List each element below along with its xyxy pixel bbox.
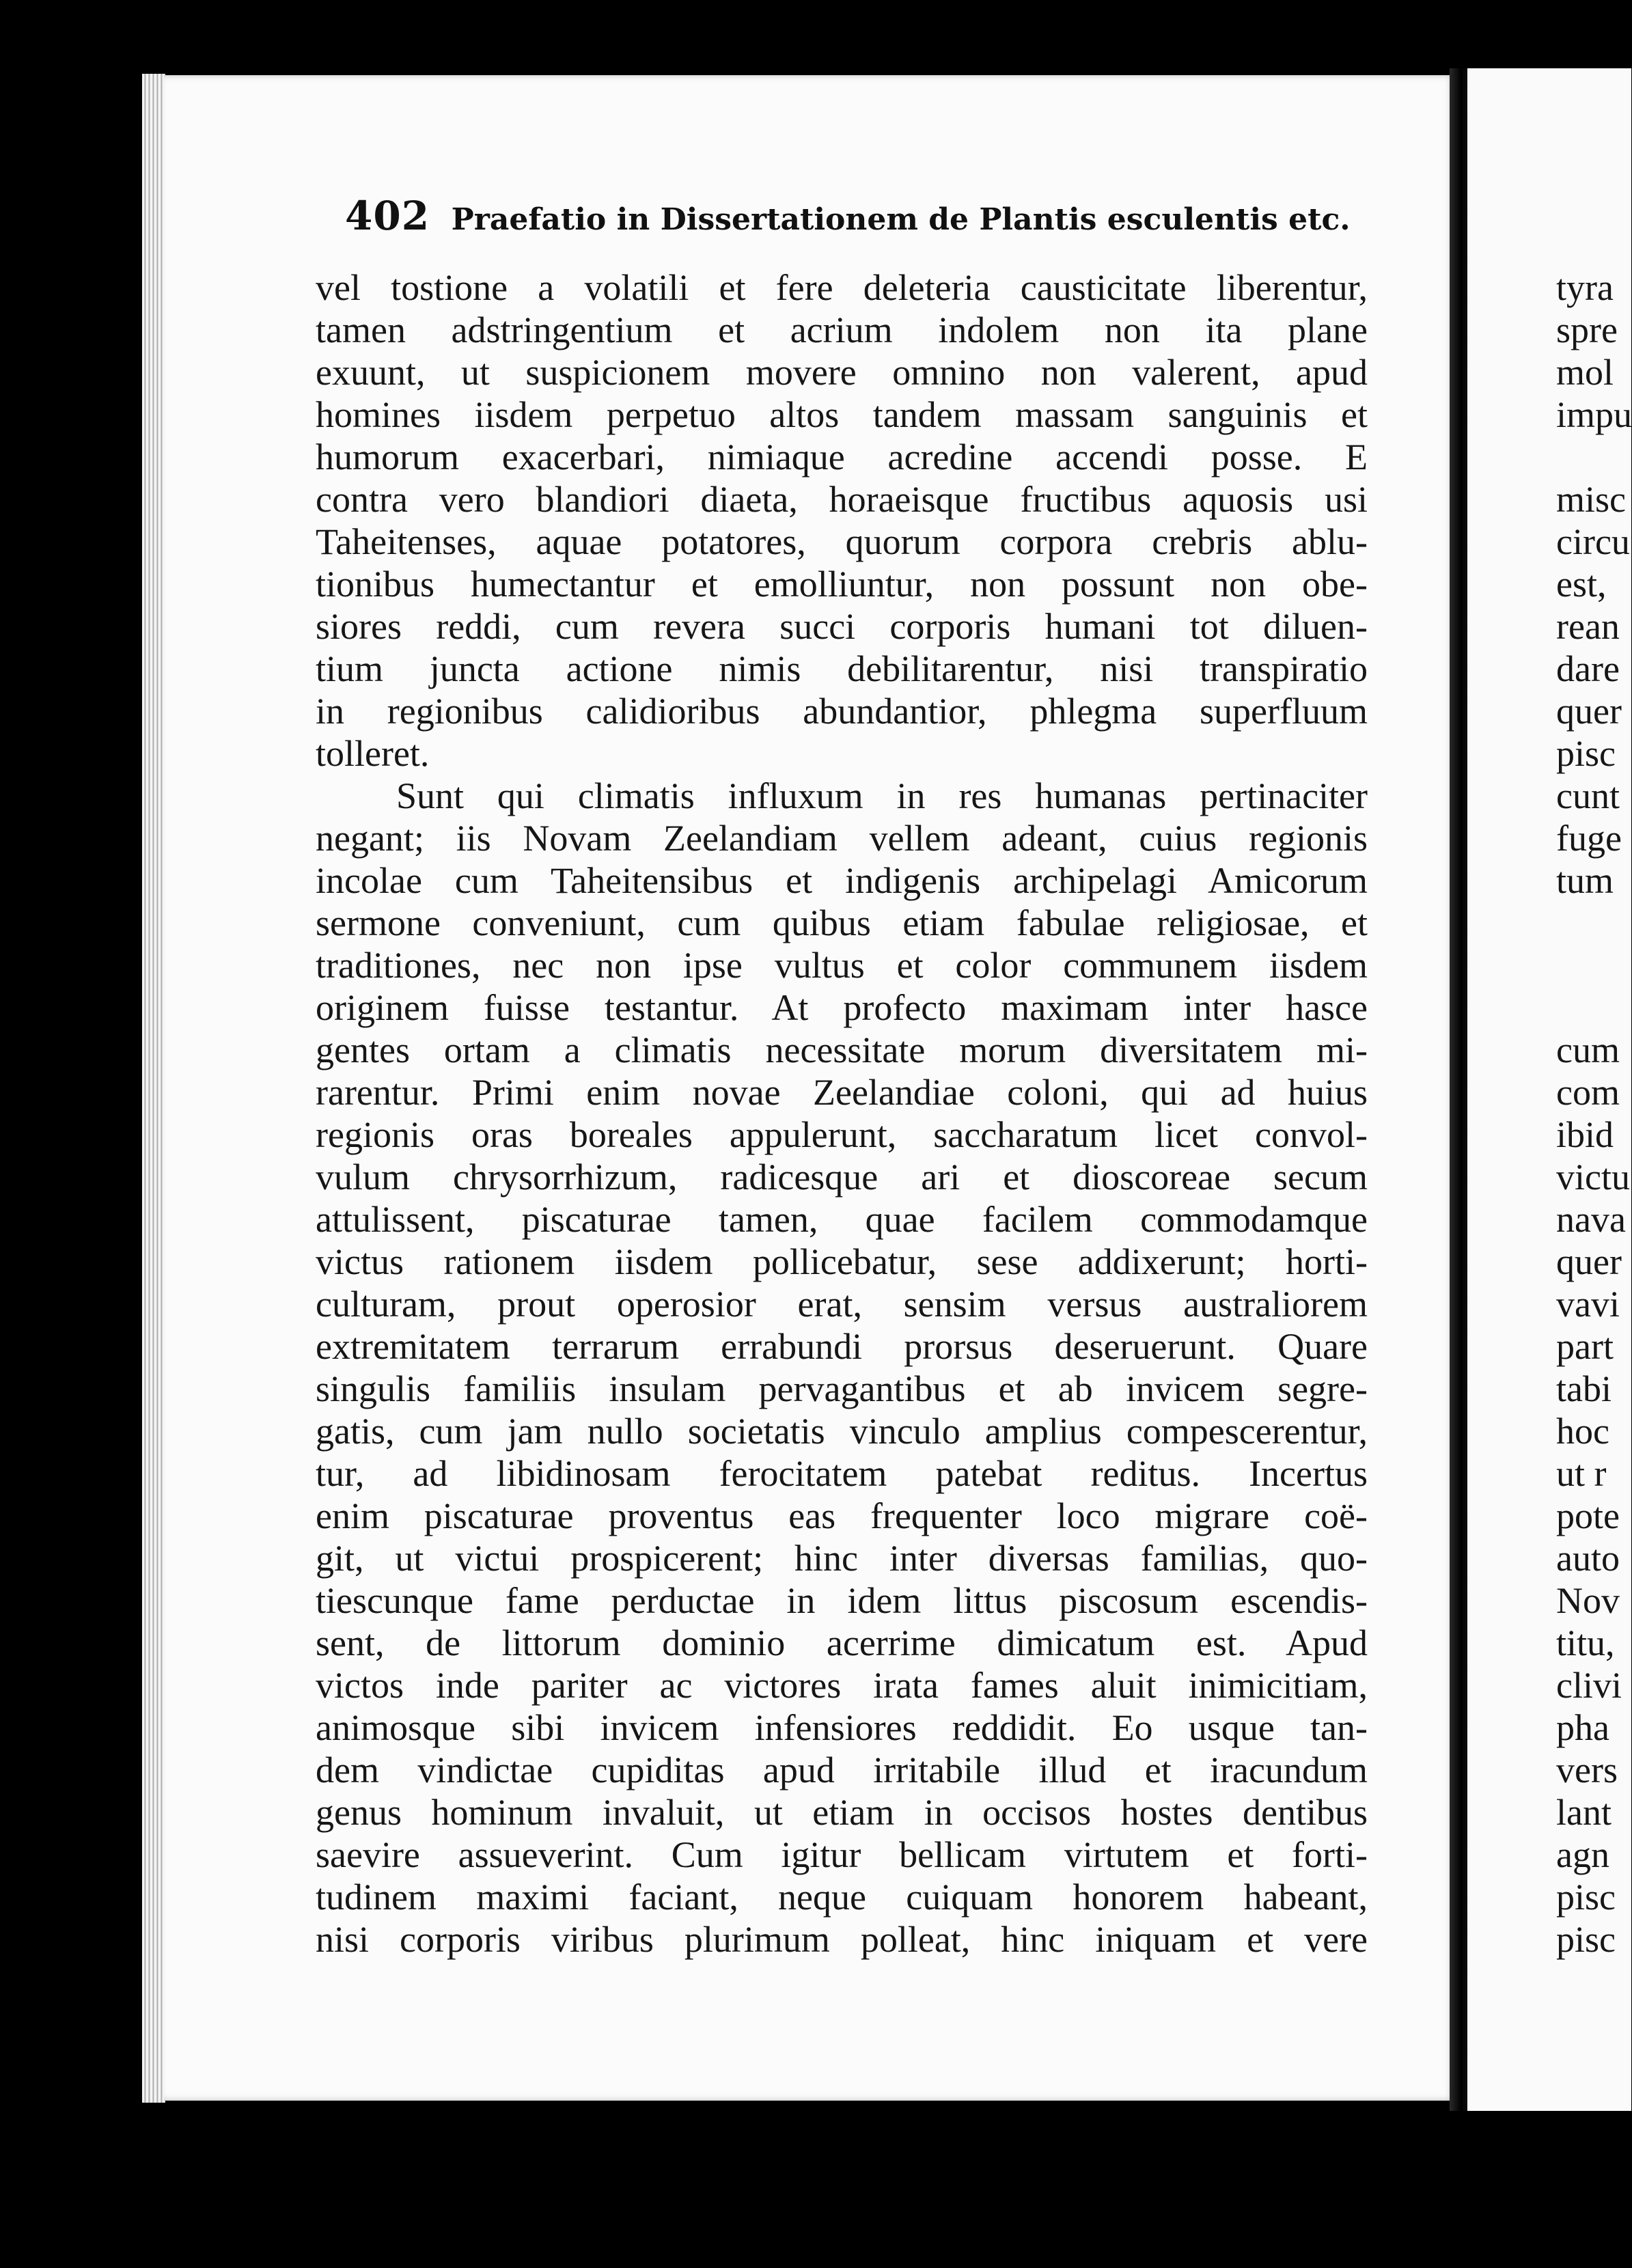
text-line: sent, de littorum dominio acerrime dimicatum est. Apud [316, 1622, 1368, 1663]
text-line: homines iisdem perpetuo altos tandem massam sanguinis et [316, 394, 1368, 435]
text-line: vel tostione a volatili et fere deleteria causticitate liberentur, [316, 267, 1368, 308]
facing-text-line: quer [1556, 1241, 1622, 1282]
text-line: animosque sibi invicem infensiores reddidit. Eo usque tan- [316, 1707, 1368, 1748]
facing-text-line: mol [1556, 352, 1614, 393]
facing-text-line: pisc [1556, 1877, 1616, 1918]
text-line: gatis, cum jam nullo societatis vinculo amplius compescerentur, [316, 1411, 1368, 1452]
facing-text-line: pisc [1556, 733, 1616, 774]
facing-text-line: tum [1556, 860, 1614, 901]
facing-text-line: cunt [1556, 775, 1620, 816]
text-line: nisi corporis viribus plurimum polleat, hinc iniquam et vere [316, 1919, 1368, 1960]
text-line: traditiones, nec non ipse vultus et color communem iisdem [316, 945, 1368, 986]
facing-text-line: vavi [1556, 1284, 1620, 1325]
text-line: siores reddi, cum revera succi corporis humani tot diluen- [316, 606, 1368, 647]
page-header [345, 193, 1351, 239]
text-line: enim piscaturae proventus eas frequenter loco migrare coë- [316, 1495, 1368, 1536]
facing-text-line: tyra [1556, 267, 1614, 308]
text-line: rarentur. Primi enim novae Zeelandiae coloni, qui ad huius [316, 1072, 1368, 1113]
facing-text-line: Nov [1556, 1580, 1620, 1621]
facing-text-line: fuge [1556, 818, 1622, 859]
text-line: sermone conveniunt, cum quibus etiam fabulae religiosae, et [316, 902, 1368, 943]
page-edge-stack [142, 74, 165, 2103]
text-line: tur, ad libidinosam ferocitatem patebat reditus. Incertus [316, 1453, 1368, 1494]
facing-text-line: ut r [1556, 1453, 1607, 1494]
facing-text-line: hoc [1556, 1411, 1609, 1452]
facing-text-line: nava [1556, 1199, 1626, 1240]
text-line: vulum chrysorrhizum, radicesque ari et dioscoreae secum [316, 1157, 1368, 1198]
facing-text-line: est, [1556, 564, 1607, 605]
facing-text-line: vers [1556, 1750, 1618, 1790]
facing-text-line: tabi [1556, 1368, 1612, 1409]
facing-text-line: circu [1556, 521, 1630, 562]
text-line: extremitatem terrarum errabundi prorsus deseruerunt. Quare [316, 1326, 1368, 1367]
facing-text-line [1556, 436, 1632, 478]
text-line: tium juncta actione nimis debilitarentur, nisi transpiratio [316, 648, 1368, 689]
facing-text-line [1556, 944, 1632, 986]
facing-text-line: clivi [1556, 1665, 1622, 1706]
text-line: culturam, prout operosior erat, sensim versus australiorem [316, 1284, 1368, 1325]
text-line: in regionibus calidioribus abundantior, phlegma superfluum [316, 691, 1368, 732]
facing-text-line: titu, [1556, 1622, 1615, 1663]
body-text-block [316, 266, 1368, 1961]
facing-text-line: auto [1556, 1538, 1620, 1579]
text-line: negant; iis Novam Zeelandiam vellem adeant, cuius regionis [316, 818, 1368, 859]
text-line: tamen adstringentium et acrium indolem non ita plane [316, 309, 1368, 350]
facing-text-line: pha [1556, 1707, 1609, 1748]
facing-text-line [1556, 902, 1632, 944]
text-line: gentes ortam a climatis necessitate morum diversitatem mi- [316, 1029, 1368, 1070]
facing-text-line: com [1556, 1072, 1620, 1113]
page-number: 402 [345, 193, 430, 239]
text-line: attulissent, piscaturae tamen, quae facilem commodamque [316, 1199, 1368, 1240]
text-line: originem fuisse testantur. At profecto maximam inter hasce [316, 987, 1368, 1028]
text-line: genus hominum invaluit, ut etiam in occisos hostes dentibus [316, 1792, 1368, 1833]
text-line: tudinem maximi faciant, neque cuiquam honorem habeant, [316, 1877, 1368, 1918]
text-line: dem vindictae cupiditas apud irritabile illud et iracundum [316, 1750, 1368, 1790]
facing-text-line: part [1556, 1326, 1614, 1367]
facing-text-line: cum [1556, 1029, 1620, 1070]
book-gutter [1450, 68, 1469, 2111]
text-line: git, ut victui prospicerent; hinc inter diversas familias, quo- [316, 1538, 1368, 1579]
text-line: victos inde pariter ac victores irata fames aluit inimicitiam, [316, 1665, 1368, 1706]
text-line: regionis oras boreales appulerunt, saccharatum licet convol- [316, 1114, 1368, 1155]
text-line: tolleret. [316, 733, 430, 774]
facing-page-text [1556, 266, 1632, 1961]
facing-text-line: rean [1556, 606, 1620, 647]
facing-text-line: pote [1556, 1495, 1620, 1536]
text-line: singulis familiis insulam pervagantibus et ab invicem segre- [316, 1368, 1368, 1409]
facing-text-line: spre [1556, 309, 1618, 350]
facing-text-line: victu [1556, 1157, 1630, 1198]
facing-text-line: misc [1556, 479, 1626, 520]
text-line: saevire assueverint. Cum igitur bellicam virtutem et forti- [316, 1834, 1368, 1875]
facing-text-line [1556, 986, 1632, 1029]
text-line: tiescunque fame perductae in idem littus piscosum escendis- [316, 1580, 1368, 1621]
text-line: Taheitenses, aquae potatores, quorum corpora crebris ablu- [316, 521, 1368, 562]
facing-text-line: dare [1556, 648, 1620, 689]
text-line: humorum exacerbari, nimiaque acredine accendi posse. E [316, 437, 1368, 478]
text-line: incolae cum Taheitensibus et indigenis archipelagi Amicorum [316, 860, 1368, 901]
facing-text-line: impu [1556, 394, 1632, 435]
text-line: tionibus humectantur et emolliuntur, non possunt non obe- [316, 564, 1368, 605]
text-line: victus rationem iisdem pollicebatur, sese addixerunt; horti- [316, 1241, 1368, 1282]
facing-text-line: pisc [1556, 1919, 1616, 1960]
text-line: contra vero blandiori diaeta, horaeisque fructibus aquosis usi [316, 479, 1368, 520]
facing-text-line: lant [1556, 1792, 1612, 1833]
paragraph-start-line: Sunt qui climatis influxum in res humanas pertinaciter [396, 775, 1368, 816]
facing-text-line: quer [1556, 691, 1622, 732]
text-line: exuunt, ut suspicionem movere omnino non valerent, apud [316, 352, 1368, 393]
facing-text-line: agn [1556, 1834, 1609, 1875]
facing-text-line: ibid [1556, 1114, 1614, 1155]
running-head: Praefatio in Dissertationem de Plantis esculentis etc. [451, 202, 1351, 237]
